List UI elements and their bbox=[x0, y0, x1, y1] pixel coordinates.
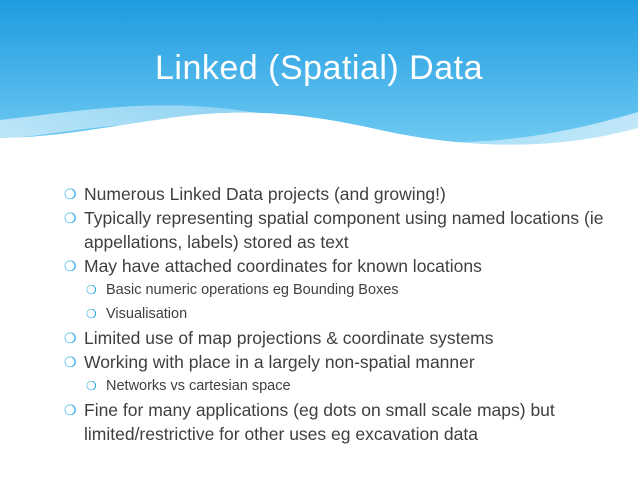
bullet-item bbox=[64, 182, 624, 206]
sub-bullet-item bbox=[64, 278, 624, 302]
bullet-item bbox=[64, 206, 624, 254]
bullet-text: Limited use of map projections & coordinate systems bbox=[84, 328, 494, 348]
circle-bullet-icon: ❍ bbox=[64, 402, 77, 418]
circle-bullet-icon: ❍ bbox=[86, 283, 97, 297]
circle-bullet-icon: ❍ bbox=[64, 210, 77, 226]
bullet-item bbox=[64, 254, 624, 278]
bullet-item bbox=[64, 350, 624, 374]
bullet-text: Networks vs cartesian space bbox=[106, 378, 291, 394]
bullet-text: Working with place in a largely non-spatial manner bbox=[84, 352, 475, 372]
circle-bullet-icon: ❍ bbox=[86, 307, 97, 321]
bullet-item bbox=[64, 326, 624, 350]
bullet-text: Typically representing spatial component using named locations (ie appellations, labels) stored as text bbox=[84, 208, 604, 252]
bullet-text: May have attached coordinates for known locations bbox=[84, 256, 482, 276]
sub-bullet-item bbox=[64, 374, 624, 398]
bullet-text: Basic numeric operations eg Bounding Boxes bbox=[106, 282, 399, 298]
sub-bullet-item bbox=[64, 302, 624, 326]
circle-bullet-icon: ❍ bbox=[86, 379, 97, 393]
bullet-item bbox=[64, 398, 624, 446]
circle-bullet-icon: ❍ bbox=[64, 354, 77, 370]
title-banner bbox=[0, 0, 638, 165]
circle-bullet-icon: ❍ bbox=[64, 186, 77, 202]
bullet-text: Visualisation bbox=[106, 306, 188, 322]
bullet-text: Numerous Linked Data projects (and growing!) bbox=[84, 184, 446, 204]
bullet-list bbox=[64, 182, 624, 446]
bullet-text: Fine for many applications (eg dots on small scale maps) but limited/restrictive for other uses eg excavation data bbox=[84, 400, 555, 444]
circle-bullet-icon: ❍ bbox=[64, 258, 77, 274]
circle-bullet-icon: ❍ bbox=[64, 330, 77, 346]
slide-title: Linked (Spatial) Data bbox=[154, 49, 483, 87]
